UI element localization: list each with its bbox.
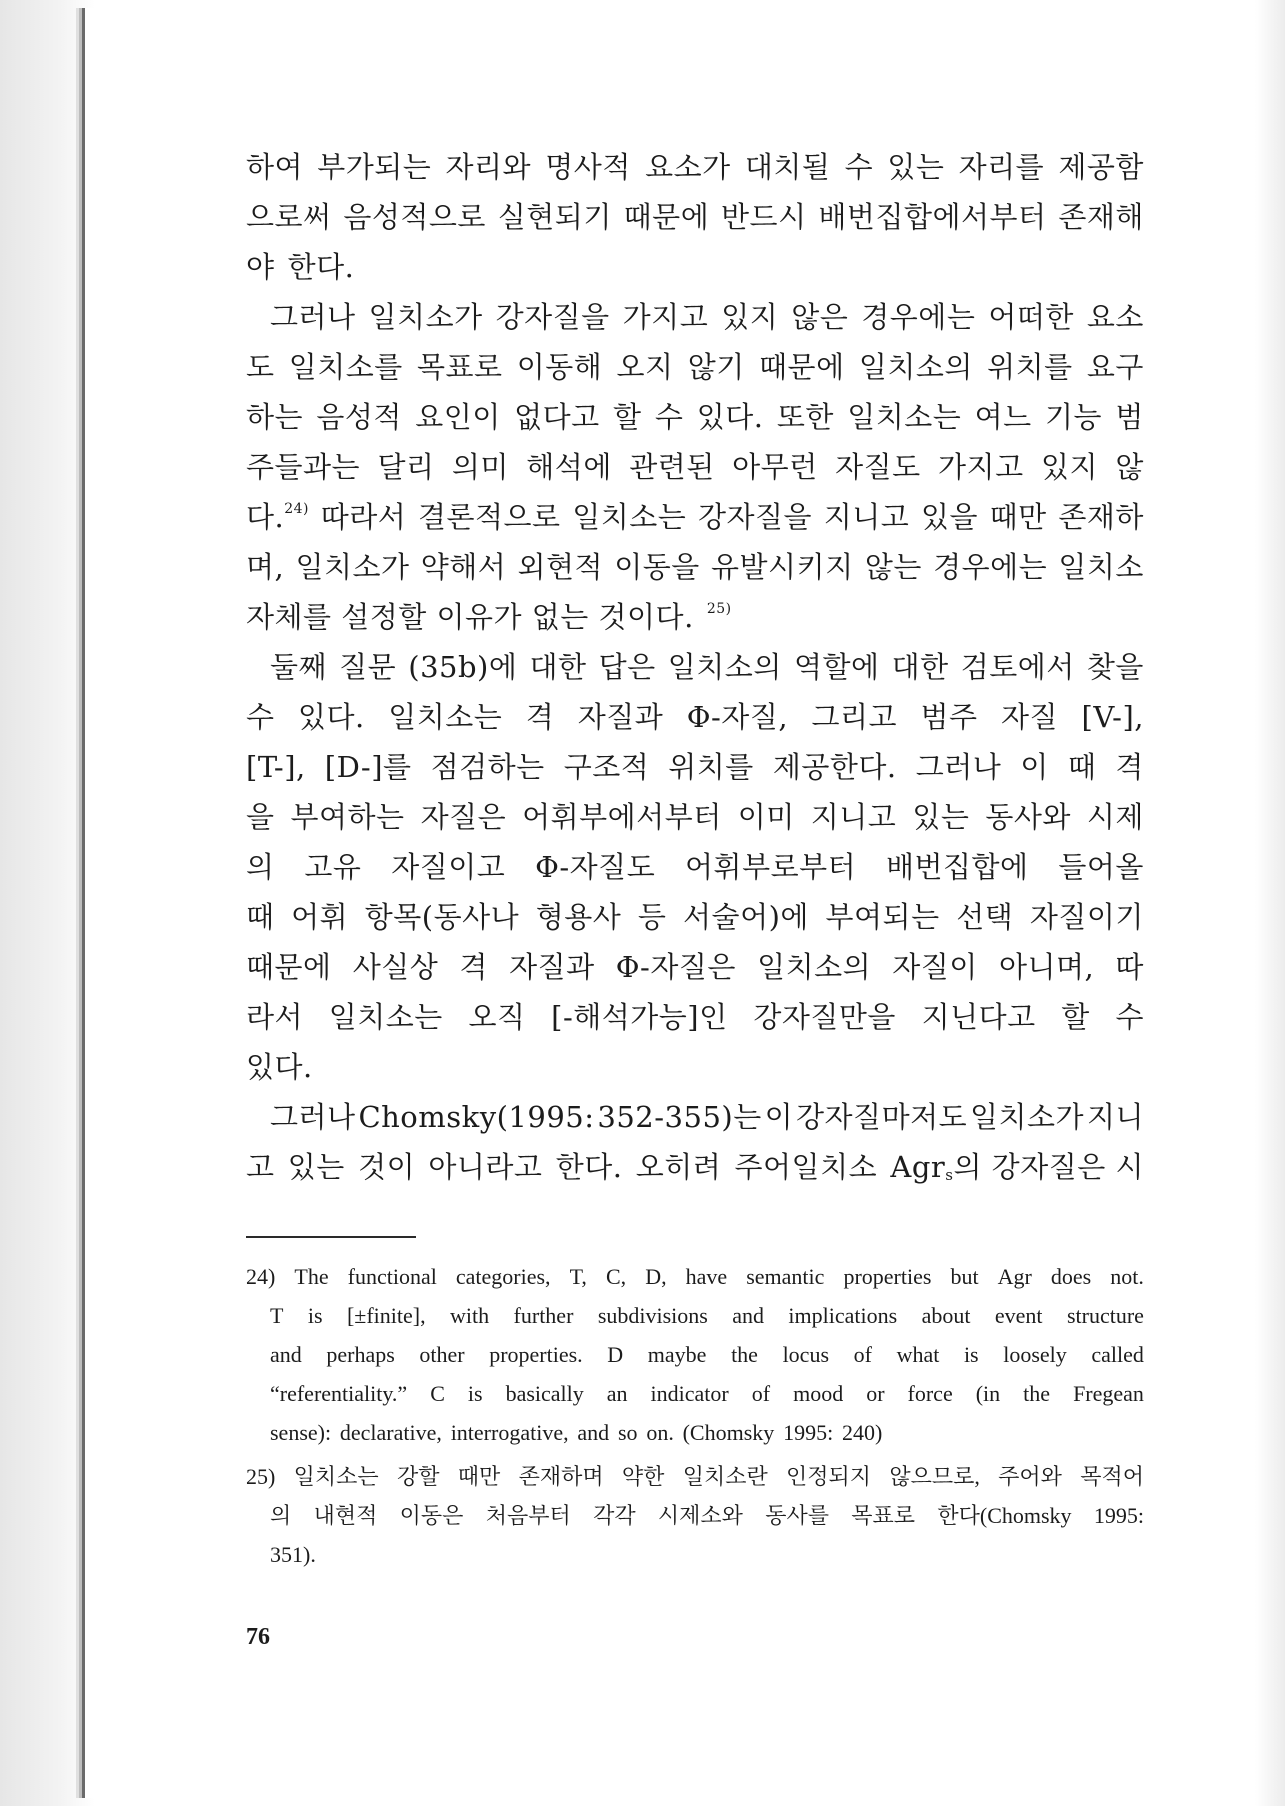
word: 따	[1115, 950, 1144, 984]
word: categories,	[455, 1264, 551, 1289]
word: 서술어)에	[683, 900, 809, 934]
word: 형용사	[535, 900, 622, 934]
word: 자질과	[577, 700, 664, 734]
word: 반드시	[721, 200, 807, 234]
word: subdivisions	[597, 1303, 708, 1328]
word: 하는	[246, 400, 304, 434]
word: Fregean	[1073, 1381, 1144, 1406]
word: Φ-자질도	[535, 850, 656, 884]
text-run: 의 강자질은 시	[953, 1150, 1144, 1184]
word: declarative,	[339, 1420, 442, 1445]
word: 일치소가	[295, 550, 410, 584]
word: 그러나	[270, 300, 356, 334]
word: but	[950, 1264, 979, 1289]
word: 그리고	[811, 700, 898, 734]
text-line	[246, 292, 1144, 342]
word: 결론적으로	[417, 500, 561, 534]
word: of	[751, 1381, 771, 1406]
word: 오직	[468, 1000, 526, 1034]
word: 이미	[737, 800, 795, 834]
word: 이동을	[614, 550, 700, 584]
word: 수	[246, 700, 275, 734]
word: 있다.	[696, 400, 764, 434]
word: further	[513, 1303, 574, 1328]
word: 음성적	[316, 400, 402, 434]
word: perhaps	[326, 1342, 395, 1367]
word: 역할에	[793, 650, 880, 684]
word: The	[294, 1264, 329, 1289]
text-line	[246, 892, 1144, 942]
word: force	[907, 1381, 953, 1406]
word: 이동해	[516, 350, 603, 384]
word: 부여하는	[290, 800, 405, 834]
word: about	[921, 1303, 971, 1328]
word: 라서	[246, 1000, 304, 1034]
word: [-해석가능]인	[551, 1000, 728, 1034]
subscript: s	[945, 1166, 954, 1184]
word: 그러나	[915, 750, 1002, 784]
word: 때문에	[759, 350, 845, 384]
word: 해석에	[526, 450, 612, 484]
text-line	[246, 842, 1144, 892]
word: 일치소는	[328, 1000, 443, 1034]
word: 인정되지	[786, 1464, 872, 1489]
footnote-line	[246, 1496, 1144, 1535]
word: 강자질을	[495, 300, 610, 334]
word: 한다.	[287, 250, 355, 284]
word: 강자질마저도	[796, 1100, 968, 1134]
footnote-line	[246, 1374, 1144, 1413]
word: 들어올	[1058, 850, 1144, 884]
word: 있을	[920, 500, 978, 534]
word: 검토에서	[960, 650, 1075, 684]
word: 지니고	[810, 800, 897, 834]
word: 일치소가	[368, 300, 483, 334]
word: an	[606, 1381, 628, 1406]
text-line	[246, 442, 1144, 492]
word: 자리를	[958, 150, 1045, 184]
word: 둘째	[270, 650, 328, 684]
text-line	[246, 692, 1144, 742]
word: 때만	[989, 500, 1047, 534]
word: 어휘부로부터	[685, 850, 857, 884]
word: 때	[246, 900, 275, 934]
word: 주들과는	[246, 450, 361, 484]
word: 찾을	[1086, 650, 1144, 684]
word: 대한	[891, 650, 949, 684]
word: 아니라고	[428, 1150, 543, 1184]
word: 요소	[1086, 300, 1144, 334]
word: 자질이	[892, 950, 978, 984]
word: 요인이	[415, 400, 501, 434]
word: 약해서	[420, 550, 507, 584]
word: properties	[843, 1264, 932, 1289]
text-line	[246, 1142, 1144, 1192]
word: 동사를	[765, 1503, 829, 1528]
word: 때만	[457, 1464, 501, 1489]
word: does	[1050, 1264, 1092, 1289]
word: 자질도	[835, 450, 921, 484]
word: 때문에	[623, 200, 710, 234]
word: semantic	[746, 1264, 825, 1289]
word: structure	[1066, 1303, 1144, 1328]
word: 사실상	[352, 950, 439, 984]
word: [V-],	[1081, 700, 1144, 734]
word: 의	[270, 1503, 292, 1528]
word: 때문에	[246, 950, 332, 984]
word: 하여	[246, 150, 304, 184]
word: 일치소를	[288, 350, 403, 384]
footnote-line	[246, 1413, 1144, 1452]
text-run: 다.	[246, 500, 285, 534]
footnote-ref-25: 25)	[706, 601, 732, 617]
word: 않	[1115, 450, 1144, 484]
word: 자리와	[445, 150, 532, 184]
word: 때	[1067, 750, 1097, 784]
word: 않은	[791, 300, 849, 334]
word: 자질이고	[391, 850, 506, 884]
word: 주어일치소	[734, 1150, 878, 1184]
word: 답은	[598, 650, 656, 684]
text-line	[246, 142, 1144, 192]
word: what	[896, 1342, 940, 1367]
word: 배번집합에서부터	[818, 200, 1047, 234]
text-line	[246, 992, 1144, 1042]
word: 격	[525, 700, 555, 734]
word: Φ-자질은	[615, 950, 736, 984]
word: 일치소의	[858, 350, 973, 384]
text-run: Agr	[890, 1150, 946, 1184]
footnote-line	[246, 1457, 1144, 1496]
word: C	[430, 1381, 445, 1406]
footnote-line	[246, 1296, 1144, 1335]
word: 일치소가	[970, 1100, 1085, 1134]
word: of	[853, 1342, 872, 1367]
word: 고유	[304, 850, 362, 884]
word: 어휘부에서부터	[522, 800, 722, 834]
word: 351).	[270, 1542, 316, 1567]
word: [T-],	[246, 750, 306, 784]
word: 자질	[1001, 700, 1059, 734]
word: 있지	[721, 300, 779, 334]
word: 일치소는	[847, 400, 962, 434]
word: 각각	[593, 1503, 636, 1528]
word: 않으므로,	[889, 1464, 980, 1489]
word: 목표로	[417, 350, 503, 384]
word: locus	[782, 1342, 830, 1367]
word: 격	[459, 950, 488, 984]
word: 존재하며	[518, 1464, 604, 1489]
word: sense):	[270, 1420, 332, 1445]
word: 항목(동사나	[364, 900, 520, 934]
word: have	[685, 1264, 728, 1289]
word: and	[270, 1342, 302, 1367]
word: C,	[605, 1264, 627, 1289]
word: D,	[645, 1264, 667, 1289]
word: on.	[646, 1420, 674, 1445]
word: implications	[788, 1303, 898, 1328]
word: 25)	[246, 1464, 276, 1489]
word: 외현적	[517, 550, 604, 584]
word: “referentiality.”	[270, 1381, 408, 1406]
word: 여느	[974, 400, 1032, 434]
word: 일치소의	[667, 650, 782, 684]
footnote-line	[246, 1257, 1144, 1296]
word: 한다(Chomsky	[937, 1503, 1072, 1528]
word: functional	[347, 1264, 437, 1289]
page-number: 76	[246, 1624, 270, 1650]
word: 배번집합에	[885, 850, 1029, 884]
word: 1995:	[1093, 1503, 1144, 1528]
word: 내현적	[313, 1503, 378, 1528]
word: other	[419, 1342, 465, 1367]
word: 범주	[920, 700, 978, 734]
word: 24)	[246, 1264, 276, 1289]
text-line	[246, 1042, 1144, 1092]
word: 일치소의	[757, 950, 872, 984]
word: is	[307, 1303, 323, 1328]
word: 대한	[529, 650, 587, 684]
word: 그러나	[270, 1100, 356, 1134]
text-line	[246, 242, 1144, 292]
word: 않는	[864, 550, 922, 584]
word: mood	[793, 1381, 844, 1406]
word: 기능	[1045, 400, 1103, 434]
word: interrogative,	[450, 1420, 569, 1445]
footnote-line	[246, 1335, 1144, 1374]
word: 1995:	[783, 1420, 834, 1445]
word: 관련된	[629, 450, 715, 484]
word: T	[270, 1303, 284, 1328]
word: 목적어	[1080, 1464, 1144, 1489]
word: loosely	[1003, 1342, 1067, 1367]
word: 따라서	[320, 500, 407, 534]
word: 있는	[287, 1150, 345, 1184]
word: 달리	[377, 450, 435, 484]
text-line	[246, 342, 1144, 392]
word: 있는	[912, 800, 970, 834]
word: and	[732, 1303, 765, 1328]
word: (in	[975, 1381, 1001, 1406]
word: 야	[246, 250, 275, 284]
word: 가지고	[938, 450, 1024, 484]
word: the	[1023, 1381, 1051, 1406]
word: 주어와	[998, 1464, 1062, 1489]
word: 또한	[776, 400, 834, 434]
word: 있다.	[246, 1050, 313, 1084]
word: 이	[1020, 750, 1049, 784]
word: 352-355)는	[597, 1100, 762, 1134]
word: 부여되는	[825, 900, 940, 934]
word: 음성적으로	[343, 200, 486, 234]
word: 명사적	[545, 150, 631, 184]
word: Chomsky(1995:	[358, 1100, 595, 1134]
word: 격	[1115, 750, 1144, 784]
word: so	[617, 1420, 638, 1445]
word: 일치소	[1058, 550, 1144, 584]
word: 존재하	[1058, 500, 1144, 534]
word: 오히려	[635, 1150, 722, 1184]
text-line	[246, 1092, 1144, 1142]
word: 어휘	[291, 900, 349, 934]
word: not.	[1110, 1264, 1144, 1289]
word: 이동은	[399, 1503, 464, 1528]
footnote-ref-24: 24)	[284, 501, 310, 517]
word: 도	[246, 350, 275, 384]
word: is	[963, 1342, 979, 1367]
word: 구조적	[563, 750, 650, 784]
word: 범	[1115, 400, 1144, 434]
word: T,	[569, 1264, 587, 1289]
word: 자질이기	[1029, 900, 1144, 934]
word: 가지고	[622, 300, 709, 334]
word: 있지	[1040, 450, 1099, 484]
text-line	[246, 192, 1144, 242]
word: Agr	[997, 1264, 1032, 1289]
word: 수	[654, 400, 684, 434]
word: maybe	[647, 1342, 707, 1367]
word: 일치소는	[388, 700, 503, 734]
footnote-25	[246, 1457, 1144, 1574]
word: 시제	[1086, 800, 1144, 834]
word: 으로써	[246, 200, 332, 234]
word: D	[607, 1342, 624, 1367]
word: 있다.	[297, 700, 365, 734]
word: 강자질을	[697, 500, 813, 534]
word: 시제소와	[657, 1503, 743, 1528]
word: 않기	[687, 350, 745, 384]
word: 제공함	[1058, 150, 1144, 184]
word: 동사와	[985, 800, 1071, 834]
word: 240)	[842, 1420, 883, 1445]
footnote-divider	[246, 1236, 416, 1238]
word: 경우에는	[933, 550, 1048, 584]
text-line	[246, 642, 1144, 692]
word: 이	[764, 1100, 794, 1134]
word: 일치소는	[572, 500, 687, 534]
word: 아무런	[732, 450, 818, 484]
word: 자질과	[509, 950, 595, 984]
word: 오지	[616, 350, 674, 384]
word: 제공한다.	[772, 750, 897, 784]
word: 대치될	[744, 150, 831, 184]
word: 할	[613, 400, 642, 434]
text-line	[246, 542, 1144, 592]
word: 유발시키지	[711, 550, 854, 584]
word: 강할	[396, 1464, 440, 1489]
word: 요소가	[645, 150, 731, 184]
word: 존재해	[1058, 200, 1144, 234]
word: 한다.	[555, 1150, 623, 1184]
word: basically	[505, 1381, 584, 1406]
word: 위치를	[668, 750, 754, 784]
word: 수	[1115, 1000, 1144, 1034]
word: Φ-자질,	[686, 700, 789, 734]
word: 일치소란	[682, 1464, 768, 1489]
word: 부가되는	[317, 150, 432, 184]
word: 점검하는	[430, 750, 545, 784]
word: 등	[637, 900, 667, 934]
word: 위치를	[987, 350, 1073, 384]
text-line	[246, 942, 1144, 992]
word: 할	[1061, 1000, 1090, 1034]
word: properties.	[489, 1342, 583, 1367]
text-line	[246, 792, 1144, 842]
word: 의미	[451, 450, 509, 484]
footnote-line	[246, 1535, 1144, 1574]
word: with	[450, 1303, 490, 1328]
word: 지니	[1086, 1100, 1144, 1134]
word: event	[994, 1303, 1043, 1328]
word: 고	[246, 1150, 275, 1184]
word: 요구	[1086, 350, 1144, 384]
word: 일치소는	[293, 1464, 379, 1489]
footnote-24	[246, 1257, 1144, 1452]
word: 있는	[887, 150, 945, 184]
word: 선택	[956, 900, 1014, 934]
word: 목표로	[851, 1503, 916, 1528]
word: 지닌다고	[921, 1000, 1036, 1034]
word: 며,	[246, 550, 285, 584]
word: 것이	[358, 1150, 416, 1184]
text-line	[246, 592, 1144, 642]
text-line	[246, 392, 1144, 442]
word: [±finite],	[346, 1303, 426, 1328]
word: 을	[246, 800, 275, 834]
footnotes	[246, 1257, 1144, 1579]
text-line	[246, 742, 1144, 792]
word: (35b)에	[408, 650, 518, 684]
word: 처음부터	[485, 1503, 571, 1528]
word: 질문	[339, 650, 397, 684]
word: the	[731, 1342, 758, 1367]
word: indicator	[650, 1381, 729, 1406]
word: 의	[246, 850, 275, 884]
text-run: 자체를 설정할 이유가 없는 것이다.	[246, 600, 694, 634]
word: called	[1091, 1342, 1144, 1367]
word: 어떠한	[988, 300, 1074, 334]
word: 자질은	[420, 800, 507, 834]
word: and	[577, 1420, 610, 1445]
word: [D-]를	[324, 750, 412, 784]
word: 수	[844, 150, 874, 184]
word: (Chomsky	[682, 1420, 775, 1445]
word: 강자질만을	[753, 1000, 896, 1034]
word: 지니고	[823, 500, 910, 534]
word: or	[866, 1381, 885, 1406]
word: 약한	[621, 1464, 665, 1489]
body-text	[246, 142, 1144, 1192]
word: 경우에는	[861, 300, 976, 334]
word: 없다고	[514, 400, 600, 434]
word: is	[467, 1381, 483, 1406]
word: 아니며,	[998, 950, 1095, 984]
text-line	[246, 492, 1144, 542]
word: 실현되기	[497, 200, 612, 234]
